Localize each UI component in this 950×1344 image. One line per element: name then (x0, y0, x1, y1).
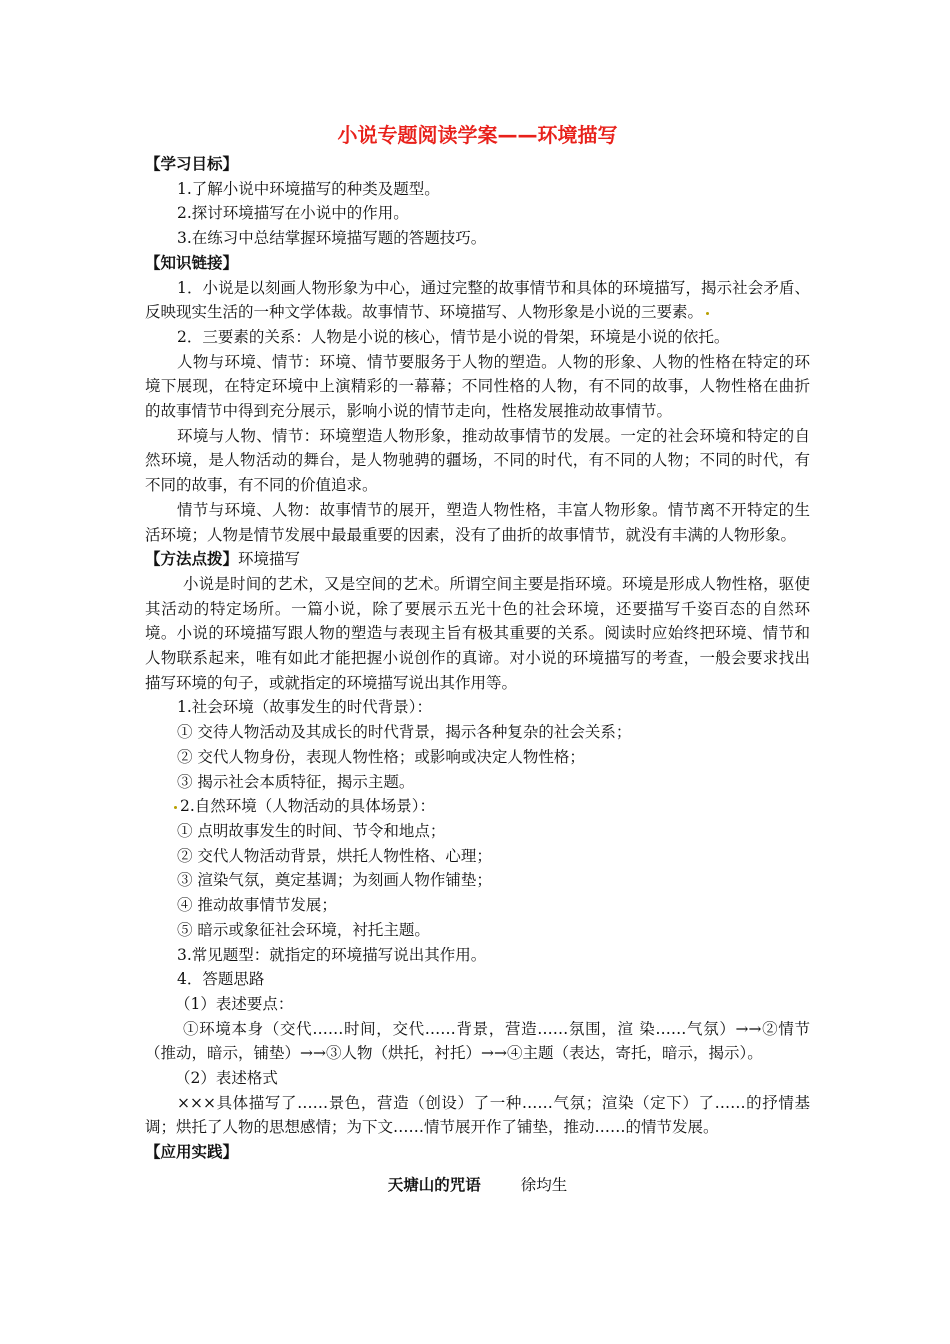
goal-item-3: 3.在练习中总结掌握环境描写题的答题技巧。 (177, 229, 487, 248)
section-heading-knowledge: 【知识链接】 (145, 253, 239, 272)
section-heading-method (145, 547, 810, 572)
answer-approach-title: 4．答题思路 (177, 970, 265, 989)
goal-item-2: 2.探讨环境描写在小说中的作用。 (177, 204, 409, 223)
natural-item-4: ④ 推动故事情节发展； (177, 896, 337, 915)
knowledge-paragraph-2: 2．三要素的关系：人物是小说的核心，情节是小说的骨架，环境是小说的依托。 (177, 327, 730, 346)
natural-item-5: ⑤ 暗示或象征社会环境，衬托主题。 (177, 920, 430, 939)
social-environment-title: 1.社会环境（故事发生的时代背景）： (177, 698, 433, 717)
goal-item-1: 1.了解小说中环境描写的种类及题型。 (177, 179, 440, 198)
natural-environment-title: 2.自然环境（人物活动的具体场景）： (180, 797, 436, 816)
method-heading-tail: 环境描写 (238, 550, 301, 569)
knowledge-paragraph-1 (145, 276, 810, 325)
page-title: 小说专题阅读学案——环境描写 (337, 123, 618, 147)
stray-dot-mark (706, 312, 709, 315)
points-label: （1）表述要点： (175, 994, 294, 1013)
natural-item-1: ① 点明故事发生的时间、节令和地点； (177, 821, 446, 840)
section-heading-goals: 【学习目标】 (145, 155, 239, 173)
format-text: ×××具体描写了……景色，营造（创设）了一种……气氛；渲染（定下）了……的抒情基调；烘托了人物的思想感情；为下文……情节展开作了铺垫，推动……的情节发展。 (145, 1093, 810, 1137)
section-heading-practice: 【应用实践】 (145, 1143, 239, 1162)
article-author: 徐均生 (520, 1175, 568, 1194)
knowledge-paragraph-4: 环境与人物、情节：环境塑造人物形象，推动故事情节的发展。一定的社会环境和特定的自然环境，是人物活动的舞台，是人物驰骋的疆场，不同的时代，有不同的人物；不同的时代，有不同的故事，有不同的价值追求。 (145, 426, 810, 495)
natural-item-3: ③ 渲染气氛，奠定基调；为刻画人物作铺垫； (177, 871, 492, 890)
social-item-1: ① 交待人物活动及其成长的时代背景，揭示各种复杂的社会关系； (177, 723, 632, 742)
format-label: （2）表述格式 (175, 1069, 278, 1088)
stray-dot-mark (174, 806, 177, 809)
natural-item-2: ② 交代人物活动背景，烘托人物性格、心理； (177, 846, 492, 865)
method-heading-label: 【方法点拨】 (145, 550, 239, 569)
social-item-3: ③ 揭示社会本质特征，揭示主题。 (177, 772, 415, 791)
article-title-row (145, 1173, 810, 1198)
common-question-type: 3.常见题型：就指定的环境描写说出其作用。 (177, 945, 487, 964)
points-text: ①环境本身（交代……时间，交代……背景，营造……氛围，渲 染……气氛）→→②情节（推动，暗示，铺垫）→→③人物（烘托，衬托）→→④主题（表达，寄托，暗示，揭示）。 (145, 1019, 810, 1063)
method-intro-paragraph: 小说是时间的艺术，又是空间的艺术。所谓空间主要是指环境。环境是形成人物性格，驱使其活动的特定场所。一篇小说，除了要展示五光十色的社会环境，还要描写千姿百态的自然环境。小说的环境描写跟人物的塑造与表现主旨有极其重要的关系。阅读时应始终把环境、情节和人物联系起来，唯有如此才能把握小说创作的真谛。对小说的环境描写的考查，一般会要求找出描写环境的句子，或就指定的环境描写说出其作用等。 (145, 574, 810, 692)
knowledge-paragraph-1-text: 1．小说是以刻画人物形象为中心，通过完整的故事情节和具体的环境描写，揭示社会矛盾、反映现实生活的一种文学体裁。故事情节、环境描写、人物形象是小说的三要素。 (145, 278, 810, 322)
article-title: 天塘山的咒语 (387, 1174, 481, 1194)
knowledge-paragraph-3: 人物与环境、情节：环境、情节要服务于人物的塑造。人物的形象、人物的性格在特定的环境下展现，在特定环境中上演精彩的一幕幕；不同性格的人物，有不同的故事，人物性格在曲折的故事情节中得到充分展示，影响小说的情节走向，性格发展推动故事情节。 (145, 352, 810, 421)
natural-environment-title-row (145, 794, 810, 819)
knowledge-paragraph-5: 情节与环境、人物：故事情节的展开，塑造人物性格，丰富人物形象。情节离不开特定的生活环境；人物是情节发展中最最重要的因素，没有了曲折的故事情节，就没有丰满的人物形象。 (145, 500, 810, 544)
social-item-2: ② 交代人物身份，表现人物性格；或影响或决定人物性格； (177, 747, 585, 766)
document-page (145, 120, 810, 1198)
